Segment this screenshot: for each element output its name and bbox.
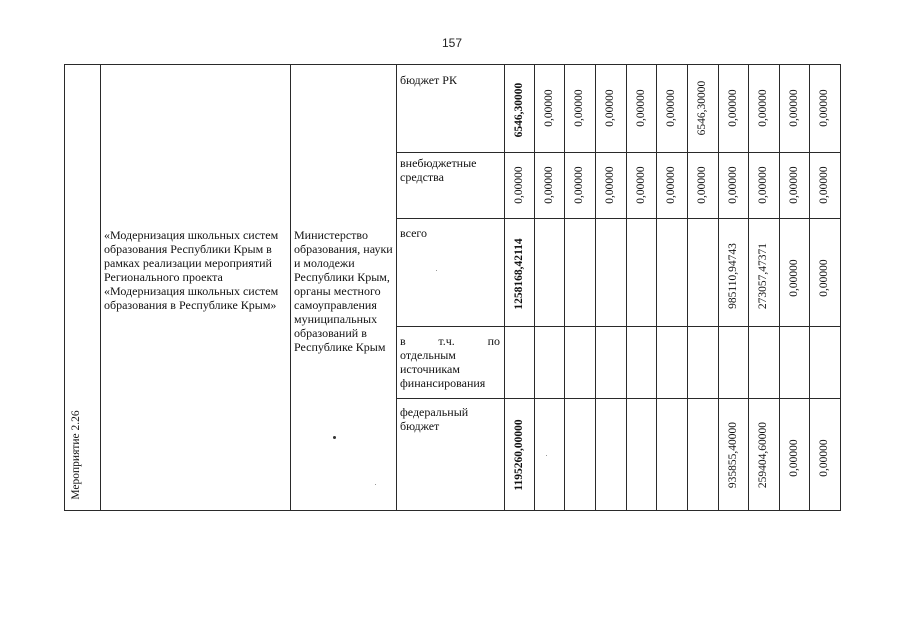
including-first-line	[400, 334, 500, 348]
row-divider	[396, 152, 841, 153]
column-divider	[564, 64, 565, 511]
cell-value: 985110,94743	[727, 243, 739, 309]
cell-value: 0,00000	[543, 166, 555, 204]
cell-value: 0,00000	[818, 259, 830, 297]
column-divider	[748, 64, 749, 511]
cell-value: 0,00000	[604, 89, 616, 127]
table-border-left	[64, 64, 65, 511]
row-divider	[396, 398, 841, 399]
source-label-budget-rk: бюджет РК	[400, 73, 457, 87]
source-label-federal: федеральный бюджет	[400, 405, 469, 433]
column-divider	[656, 64, 657, 511]
column-divider	[595, 64, 596, 511]
page-number: 157	[441, 36, 463, 50]
total-value-budget-rk: 6546,30000	[513, 82, 525, 138]
cell-value: 0,00000	[788, 166, 800, 204]
cell-value: 0,00000	[573, 166, 585, 204]
cell-value: 6546,30000	[696, 80, 708, 136]
cell-value: 259404,60000	[757, 421, 769, 489]
column-divider	[290, 64, 291, 511]
cell-value: 0,00000	[665, 166, 677, 204]
scan-dot	[333, 436, 336, 439]
cell-value: 0,00000	[788, 89, 800, 127]
cell-value: 0,00000	[757, 89, 769, 127]
total-value-federal: 1195260,00000	[513, 419, 525, 491]
column-divider	[809, 64, 810, 511]
including-word: по	[487, 334, 500, 348]
cell-value: 0,00000	[604, 166, 616, 204]
cell-value: 0,00000	[727, 89, 739, 127]
cell-value: 0,00000	[788, 439, 800, 477]
cell-value: 0,00000	[635, 166, 647, 204]
cell-value: 0,00000	[818, 89, 830, 127]
cell-value: 0,00000	[818, 166, 830, 204]
source-label-total: всего	[400, 226, 428, 240]
activity-title: «Модернизация школьных систем образования Республики Крым в рамках реализации мероприятий Регионального проекта «Модернизация школьных систем образования в Республике Крым»	[104, 228, 279, 312]
table-border-right	[840, 64, 841, 511]
cell-value: 0,00000	[818, 439, 830, 477]
table-border-bottom	[64, 510, 841, 511]
total-value-extrabudgetary: 0,00000	[513, 166, 525, 204]
scan-speck	[375, 484, 376, 485]
cell-value: 935855,40000	[727, 421, 739, 489]
total-value-all: 1258168,42114	[513, 238, 525, 310]
activity-label: Мероприятие 2.26	[70, 410, 82, 500]
cell-value: 0,00000	[635, 89, 647, 127]
row-divider	[396, 326, 841, 327]
column-divider	[626, 64, 627, 511]
source-label-extrabudgetary: внебюджетные средства	[400, 156, 477, 184]
cell-value: 0,00000	[573, 89, 585, 127]
source-label-including	[400, 334, 500, 390]
cell-value: 0,00000	[665, 89, 677, 127]
cell-value: 0,00000	[788, 259, 800, 297]
column-divider	[779, 64, 780, 511]
cell-value: 0,00000	[543, 89, 555, 127]
column-divider	[504, 64, 505, 511]
cell-value: 273057,47371	[757, 242, 769, 310]
including-rest: отдельным источникам финансирования	[400, 348, 486, 390]
column-divider	[396, 64, 397, 511]
table-border-top	[64, 64, 841, 65]
row-divider	[396, 218, 841, 219]
cell-value: 0,00000	[727, 166, 739, 204]
column-divider	[687, 64, 688, 511]
executor-cell: Министерство образования, науки и молодежи Республики Крым, органы местного самоуправления муниципальных образований в Республике Крым	[294, 228, 393, 354]
scan-speck	[436, 270, 437, 271]
scan-speck	[546, 455, 547, 456]
column-divider	[718, 64, 719, 511]
column-divider	[100, 64, 101, 511]
including-word: в	[400, 334, 406, 348]
cell-value: 0,00000	[696, 166, 708, 204]
including-word: т.ч.	[438, 334, 455, 348]
column-divider	[534, 64, 535, 511]
cell-value: 0,00000	[757, 166, 769, 204]
